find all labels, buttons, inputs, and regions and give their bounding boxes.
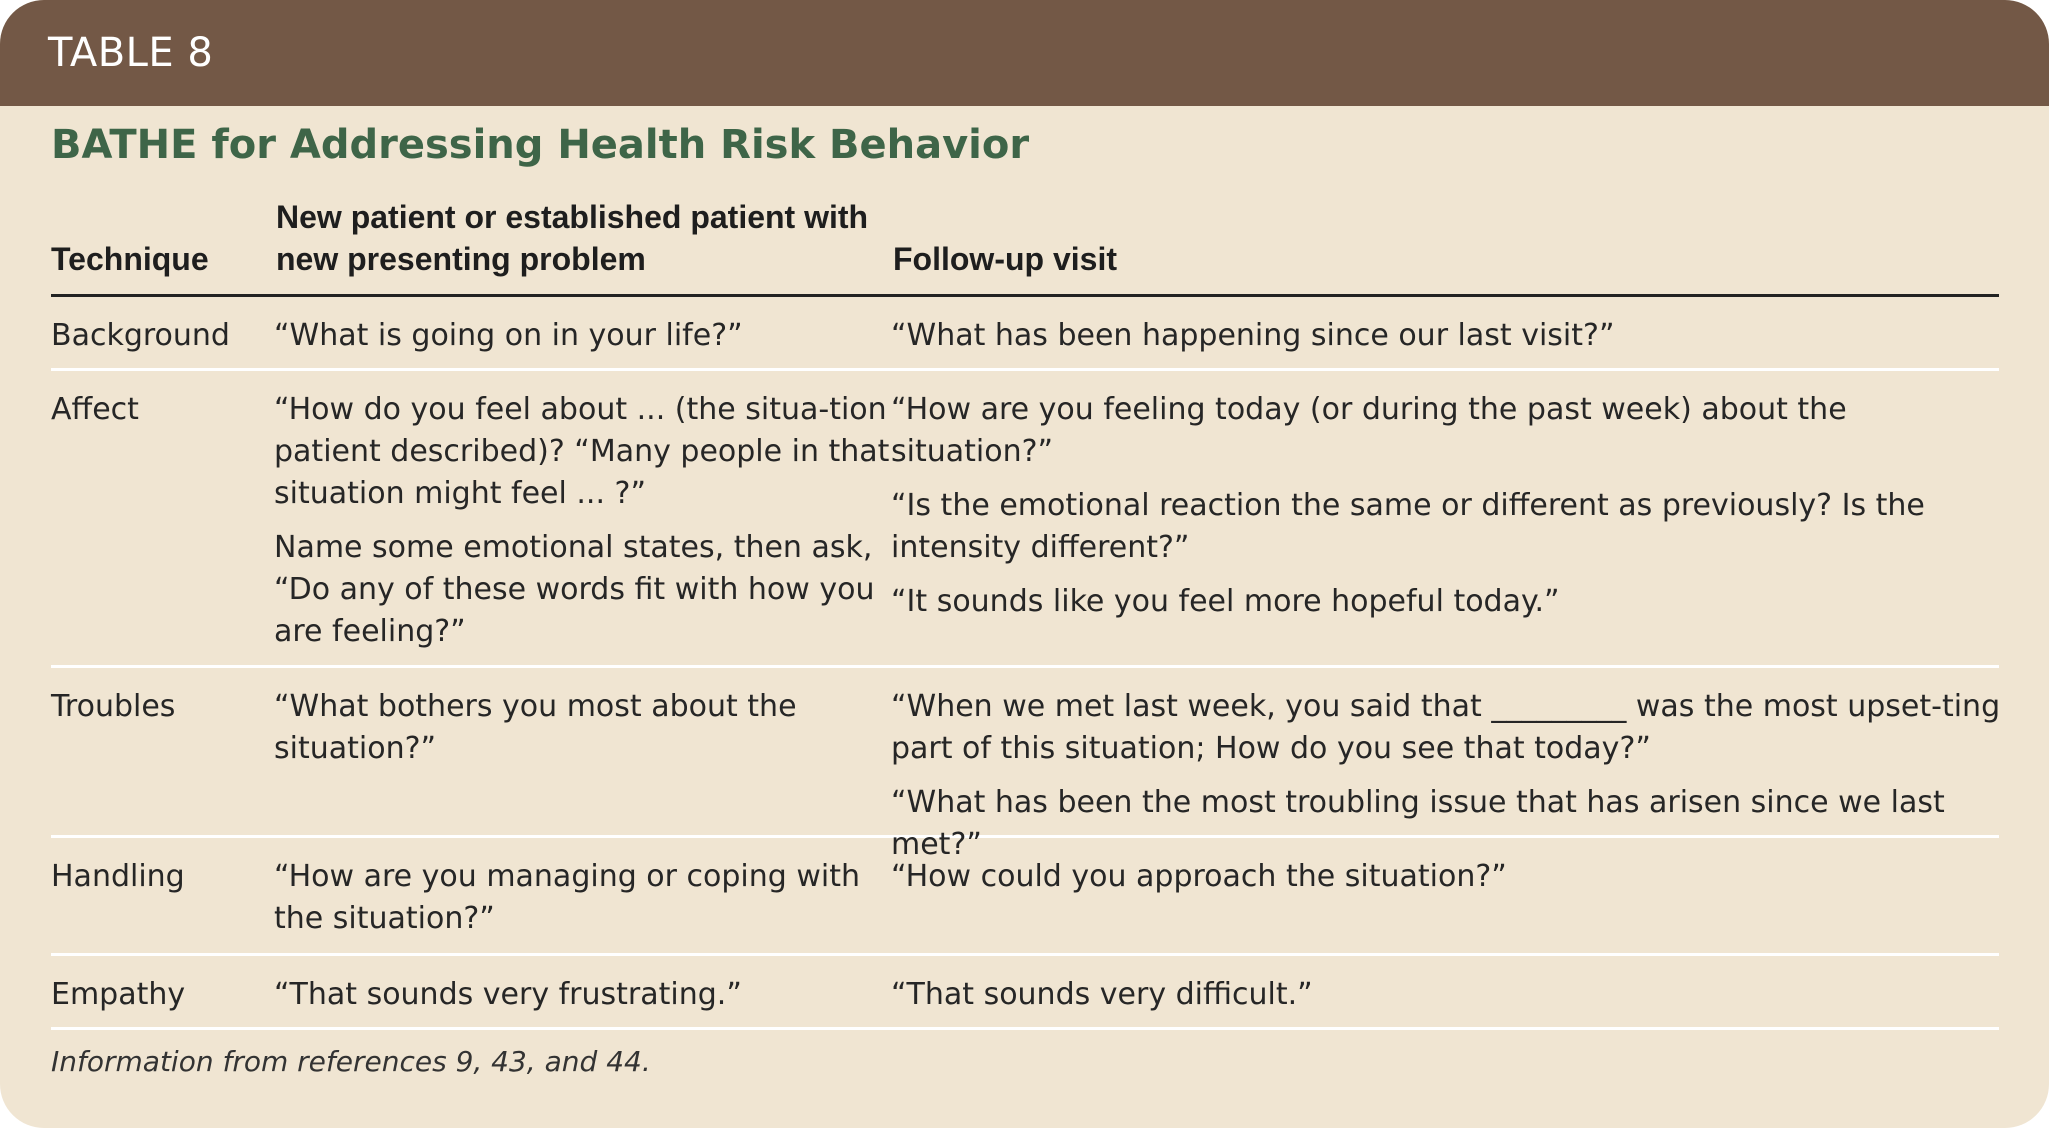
- cell-paragraph: “How are you managing or coping with the situation?”: [274, 859, 860, 936]
- technique-cell: Troubles: [51, 689, 176, 724]
- header-follow-up: Follow-up visit: [893, 241, 1117, 277]
- cell-paragraph: “It sounds like you feel more hopeful today.”: [891, 584, 1560, 619]
- cell-paragraph: “How are you feeling today (or during the past week) about the situation?”: [891, 392, 1847, 469]
- header-new-patient: New patient or established patient with new presenting problem: [276, 199, 869, 277]
- cell-paragraph: Name some emotional states, then ask, “Do any of these words fit with how you are feeling?”: [274, 530, 875, 649]
- cell-paragraph: “That sounds very difficult.”: [891, 977, 1313, 1012]
- technique-cell: Affect: [51, 392, 139, 427]
- new-patient-cell: [274, 974, 904, 1028]
- table-number-label: TABLE 8: [48, 30, 214, 76]
- table-footnote: Information from references 9, 43, and 44.: [51, 1045, 651, 1078]
- technique-cell: Background: [51, 318, 230, 353]
- new-patient-cell: [274, 389, 904, 665]
- table-row: [51, 297, 1999, 371]
- table-row: [51, 371, 1999, 668]
- table-header-row: [51, 190, 1999, 297]
- cell-paragraph: “What has been happening since our last visit?”: [891, 318, 1615, 353]
- cell-paragraph: “How could you approach the situation?”: [891, 859, 1507, 894]
- follow-up-cell: [891, 974, 2001, 1028]
- follow-up-cell: [891, 389, 2001, 635]
- cell-paragraph: “What bothers you most about the situation?”: [274, 689, 797, 766]
- table-banner: [0, 0, 2049, 106]
- follow-up-cell: [891, 856, 2001, 910]
- technique-cell: Empathy: [51, 977, 186, 1012]
- cell-paragraph: “Is the emotional reaction the same or different as previously? Is the intensity different?”: [891, 488, 1925, 565]
- header-technique: Technique: [51, 241, 209, 277]
- new-patient-cell: [274, 315, 904, 369]
- new-patient-cell: [274, 856, 904, 952]
- bathe-table: [51, 190, 1999, 1030]
- table-row: [51, 956, 1999, 1030]
- new-patient-cell: [274, 686, 904, 782]
- cell-paragraph: “What is going on in your life?”: [274, 318, 743, 353]
- cell-paragraph: “That sounds very frustrating.”: [274, 977, 742, 1012]
- cell-paragraph: “When we met last week, you said that _________ was the most upset-ting part of this situation; How do you see that today?”: [891, 689, 2001, 766]
- technique-cell: Handling: [51, 859, 185, 894]
- table-title: BATHE for Addressing Health Risk Behavior: [51, 122, 1030, 168]
- cell-paragraph: “How do you feel about ... (the situa-tion patient described)? “Many people in that situation might feel ... ?”: [274, 392, 890, 511]
- table-row: [51, 838, 1999, 956]
- table-row: [51, 668, 2001, 862]
- cell-paragraph: “What has been the most troubling issue that has arisen since we last met?”: [891, 785, 1945, 862]
- follow-up-cell: [891, 315, 2001, 369]
